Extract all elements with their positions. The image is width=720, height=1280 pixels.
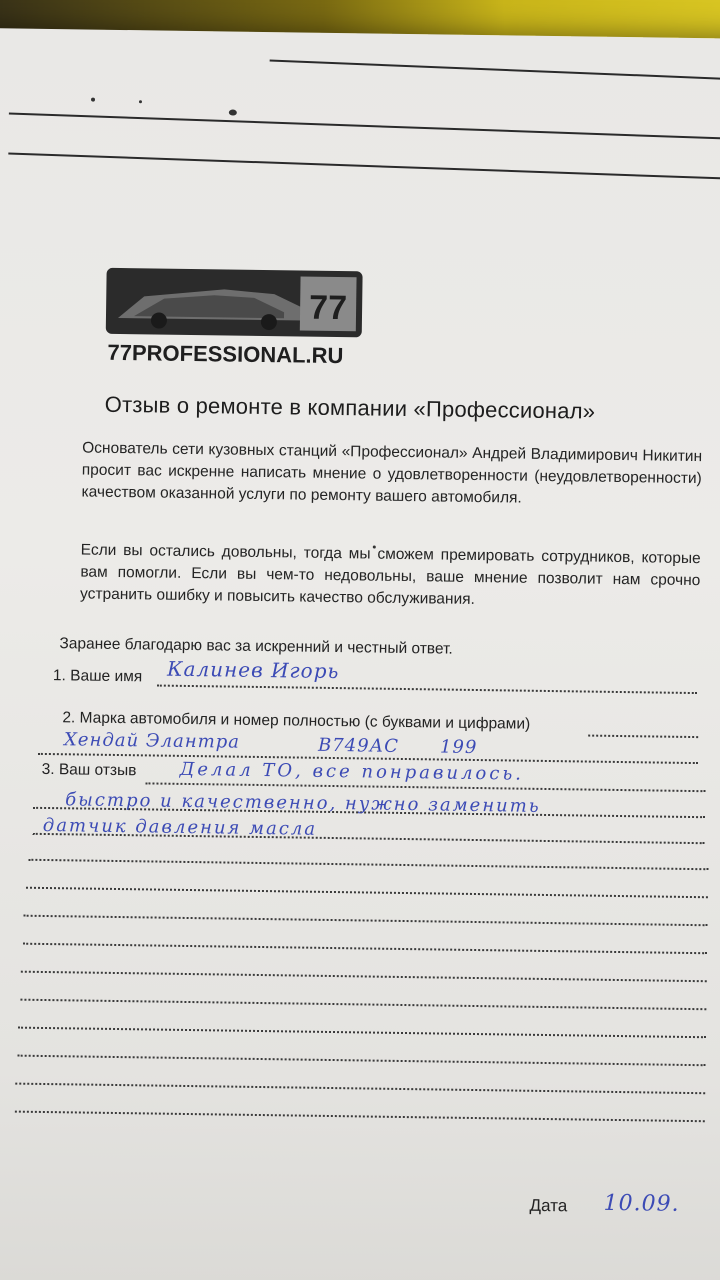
empty-line [15,1111,705,1123]
intro-paragraph: Основатель сети кузовных станций «Профессионал» Андрей Владимирович Никитин просит вас искренне написать мнение о удовлетворенности (неудовлетворенности) качеством оказанной услуги по ремонту вашего автомобиля. [81,439,703,507]
q2-handwritten-car-model: Хендай Элантра [63,729,241,753]
q3-label: 3. Ваш отзыв [41,760,137,780]
q2-handwritten-plate: В749АС [317,734,400,757]
empty-line [28,859,708,870]
toner-speck [139,100,142,103]
q2-answer-line-1 [588,735,698,739]
top-rule-2 [9,112,720,141]
review-handwritten-line-3: датчик давления масла [42,814,318,840]
q1-label: 1. Ваше имя [52,667,143,686]
empty-line [18,1055,706,1067]
toner-speck [229,109,237,115]
page-title: Отзыв о ремонте в компании «Профессионал» [104,391,596,424]
date-handwritten: 10.09. [603,1190,680,1217]
empty-line [18,1027,706,1039]
logo-site-text: 77PROFESSIONAL.RU [107,339,344,369]
empty-line [21,971,707,983]
empty-line [24,915,708,927]
top-rule-1 [270,60,720,82]
date-label: Дата [529,1195,568,1216]
review-handwritten-line-2: быстро и качественно, нужно заменить [65,789,541,817]
q2-handwritten-region: 199 [439,736,478,759]
q1-answer-line [157,685,697,695]
empty-line [15,1083,705,1095]
feedback-form-sheet [0,28,720,1280]
toner-speck [91,98,95,102]
empty-line [26,887,708,899]
company-logo [103,266,364,370]
explanation-paragraph: Если вы остались довольны, тогда мы сможем премировать сотрудников, которые вам помогли. Если вы чем-то недовольны, ваше мнение позволит нам срочно устранить ошибку и повысить качество обслуживания. [79,541,701,608]
review-handwritten-line-1: Делал ТО, все понравилось. [179,758,525,785]
q2-label: 2. Марка автомобиля и номер полностью (с буквами и цифрами) [62,709,531,733]
logo-badge-text: 77 [308,288,348,328]
top-rule-3 [8,152,720,181]
empty-line [20,999,706,1011]
thanks-text: Заранее благодарю вас за искренний и честный ответ. [59,635,453,658]
empty-line [23,943,707,955]
q1-handwritten-name: Калинев Игорь [166,656,340,684]
